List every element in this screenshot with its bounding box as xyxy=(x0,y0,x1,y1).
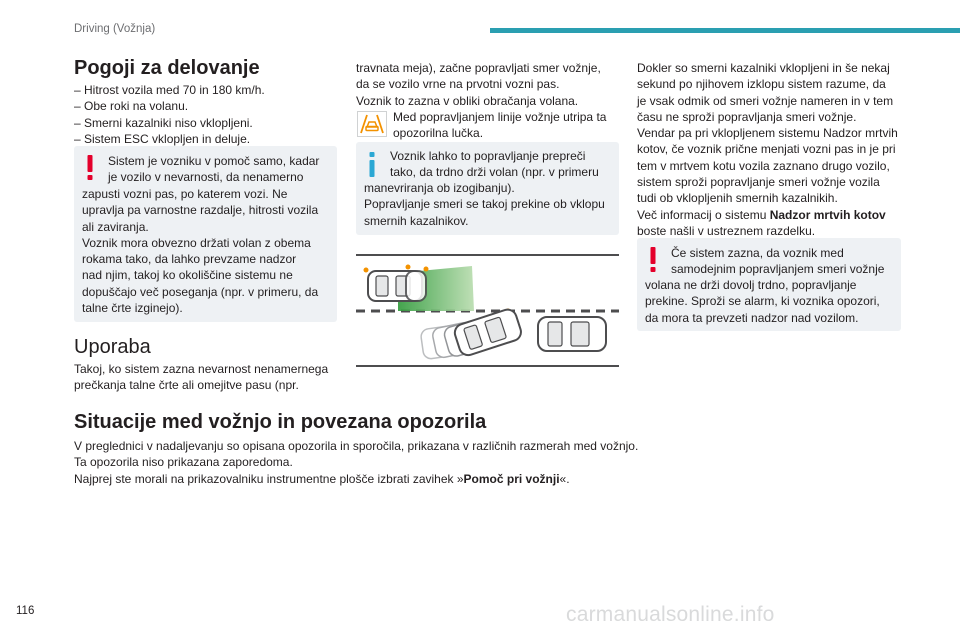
text-line: talne črte izginejo). xyxy=(82,301,183,316)
text-line: V preglednici v nadaljevanju so opisana opozorila in sporočila, prikazana v različnih razmerah med vožnjo. xyxy=(74,439,639,453)
text-line: Voznik to zazna v obliki obračanja volana. xyxy=(356,93,579,108)
ref-prefix: Več informacij o sistemu xyxy=(637,207,770,222)
text-line: dopuščajo več poseganja (npr. v primeru, da xyxy=(82,284,319,299)
warning-box-hands-off xyxy=(637,238,901,331)
text-line: kotov, če voznik prične menjati vozni pas in je pri xyxy=(637,142,896,157)
tab-name-driving-assist: Pomoč pri vožnji xyxy=(463,471,560,486)
warning-text-second: samodejnim popravljanjem smeri vožnje xyxy=(671,262,885,276)
text-line: času ne sproži popravljanja smeri vožnje. xyxy=(637,109,857,124)
info-text-first: Voznik lahko to popravljanje prepreči xyxy=(390,149,586,163)
info-text-second: tako, da trdno drži volan (npr. v primeru xyxy=(390,165,599,179)
text-line: sistem sproži popravljanje smeri vožnje vozila xyxy=(637,175,880,190)
warning-text-rest xyxy=(82,186,334,316)
situations-paragraph xyxy=(74,438,914,487)
warning-text-second: je vozilo v nevarnosti, da nenamerno xyxy=(108,170,304,184)
warning-text-first: Če sistem zazna, da voznik med xyxy=(671,246,844,260)
text-line: je vsak odmik od smeri vožnje nameren in v tem xyxy=(637,93,894,108)
text-line: volana ne drži dovolj trdno, popravljanje xyxy=(645,278,857,292)
conditions-list xyxy=(74,82,344,147)
warning-text-rest xyxy=(645,277,897,326)
text-line: prečkanja talne črte ali omejitve pasu (npr. xyxy=(74,378,299,393)
col2-paragraph xyxy=(356,60,626,109)
text-line: nad njim, takoj ko okoliščine sistemu ne xyxy=(82,268,293,283)
list-item: – Sistem ESC vklopljen in deluje. xyxy=(74,131,251,146)
heading-operating-conditions: Pogoji za delovanje xyxy=(74,57,260,79)
text-line: Ta opozorila niso prikazana zaporedoma. xyxy=(74,455,293,470)
text-line: travnata meja), začne popravljati smer vožnje, xyxy=(356,61,601,75)
list-item: – Hitrost vozila med 70 in 180 km/h. xyxy=(74,83,265,97)
exclamation-icon xyxy=(648,247,658,273)
lane-keep-warning-lamp-icon xyxy=(357,111,387,137)
info-box-override xyxy=(356,142,619,235)
cross-reference xyxy=(637,207,912,223)
text-line: prekine. Sproži se alarm, ki voznika opozori, xyxy=(645,294,880,309)
list-item: – Smerni kazalniki niso vklopljeni. xyxy=(74,115,253,130)
text-line: Med popravljanjem linije vožnje utripa ta xyxy=(393,110,607,124)
heading-driving-situations: Situacije med vožnjo in povezana opozorila xyxy=(74,411,487,433)
text-line: ali zaviranja. xyxy=(82,219,149,234)
instruction-prefix: Najprej ste morali na prikazovalniku instrumentne plošče izbrati zavihek » xyxy=(74,471,464,486)
text-line: zapusti vozni pas, po katerem vozi. Ne xyxy=(82,187,288,201)
text-line: Popravljanje smeri se takoj prekine ob vklopu xyxy=(364,197,605,212)
info-text-rest xyxy=(364,180,616,229)
running-header: Driving (Vožnja) xyxy=(74,23,156,35)
col3-paragraph xyxy=(637,60,912,239)
text-line: tudi ob vklopljenih smernih kazalnikih. xyxy=(637,191,838,206)
vehicle-blind-spot xyxy=(368,271,426,301)
text-line: Takoj, ko sistem zazna nevarnost nenamernega xyxy=(74,362,329,376)
text-line xyxy=(74,471,914,487)
text-line: Voznik mora obvezno držati volan z obema xyxy=(82,235,311,250)
header-accent-bar xyxy=(490,28,960,33)
info-icon xyxy=(368,152,376,177)
text-line: boste našli v ustreznem razdelku. xyxy=(637,223,816,238)
instruction-suffix: «. xyxy=(559,471,570,486)
text-line: Vendar pa pri vklopljenem sistemu Nadzor mrtvih xyxy=(637,126,898,141)
list-item: – Obe roki na volanu. xyxy=(74,99,189,114)
exclamation-icon xyxy=(85,155,95,181)
text-line: manevriranja ob izogibanju). xyxy=(364,181,515,195)
warning-box-limitations xyxy=(74,146,337,322)
text-line: Dokler so smerni kazalniki vklopljeni in še nekaj xyxy=(637,61,890,75)
text-line: smernih kazalnikov. xyxy=(364,213,469,228)
page-number: 116 xyxy=(16,605,35,617)
lamp-note xyxy=(393,109,625,142)
text-line: da se vozilo vrne na prvotni vozni pas. xyxy=(356,77,560,92)
text-line: da mora ta prevzeti nadzor nad vozilom. xyxy=(645,310,859,325)
text-line: tem v mrtvem kotu vozila zaznano drugo vozilo, xyxy=(637,158,890,173)
usage-paragraph xyxy=(74,361,344,394)
text-line: rokama tako, da lahko prevzame nadzor xyxy=(82,252,297,267)
ref-blind-spot-link: Nadzor mrtvih kotov xyxy=(769,207,886,222)
text-line: opozorilna lučka. xyxy=(393,126,484,141)
heading-usage: Uporaba xyxy=(74,336,151,358)
warning-text-first: Sistem je vozniku v pomoč samo, kadar xyxy=(108,154,320,168)
lane-correction-illustration xyxy=(356,253,619,368)
vehicle-ahead xyxy=(538,317,606,351)
text-line: sekund po njihovem izklopu sistem razume, da xyxy=(637,77,886,92)
text-line: upravlja pa varnostne razdalje, hitrosti vozila xyxy=(82,203,319,218)
vehicle-correcting xyxy=(453,307,524,357)
watermark: carmanualsonline.info xyxy=(566,603,775,626)
